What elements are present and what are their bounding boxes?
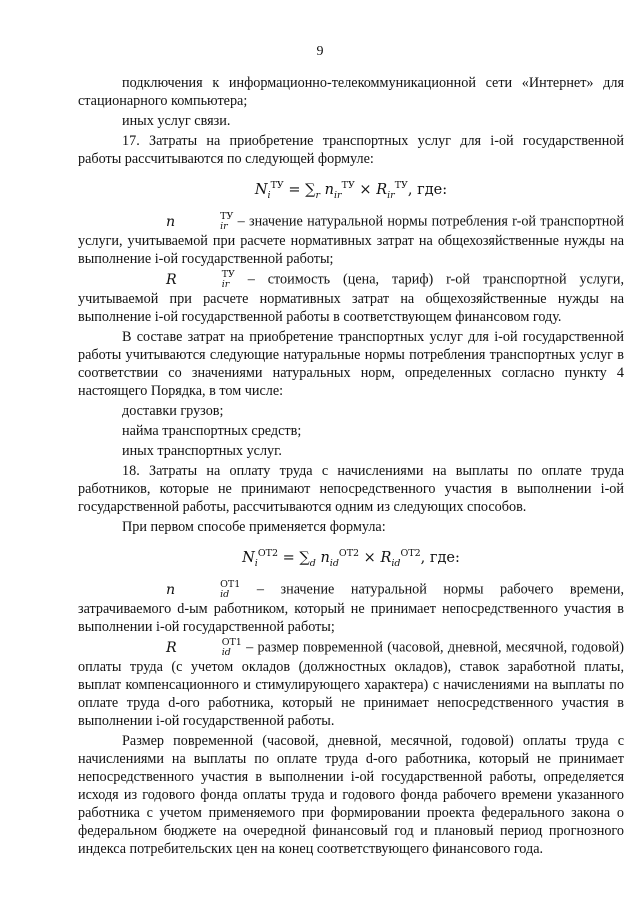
formula-symbol: n bbox=[320, 550, 330, 566]
symbol-base: n bbox=[166, 214, 176, 230]
definition-text: – размер повременной (часовой, дневной, месячной, годовой) оплаты труда (с учетом окладов (должностных окладов), ставок заработной платы, выплат компенсационного и стимулирующего характера) с начислениями на выплаты по оплате труда d-ого работника, который не принимает непосредственного участия в выполнении i-ой государственной работы. bbox=[78, 639, 624, 729]
formula-superscript: ТУ bbox=[341, 180, 355, 192]
symbol-superscript: ОТ1 bbox=[220, 579, 241, 590]
symbol-subscript: ir bbox=[220, 221, 228, 232]
symbol-superscript: ТУ bbox=[220, 211, 234, 222]
formula-symbol: N bbox=[242, 550, 255, 566]
formula-superscript: ОТ2 bbox=[257, 548, 279, 560]
formula-superscript: ТУ bbox=[394, 180, 408, 192]
definition-n-transport bbox=[78, 212, 624, 268]
definition-symbol bbox=[122, 580, 240, 600]
formula-operator: = ∑ bbox=[283, 182, 316, 198]
formula-operator: × bbox=[354, 182, 377, 198]
formula-subscript: ir bbox=[387, 189, 395, 201]
document-body bbox=[78, 74, 624, 860]
list-item-cargo: доставки грузов; bbox=[122, 403, 224, 419]
page-number: 9 bbox=[316, 44, 324, 59]
paragraph-internet: подключения к информационно-телекоммуникационной сети «Интернет» для стационарного компьютера; bbox=[78, 75, 624, 109]
definition-text: – стоимость (цена, тариф) r-ой транспортной услуги, учитываемой при расчете нормативных затрат на общехозяйственные нужды на выполнение i-ой государственной работы в соответствующем финансовом году. bbox=[78, 271, 624, 325]
formula-subscript: r bbox=[315, 189, 321, 201]
formula-symbol: R bbox=[376, 182, 388, 198]
definition-r-transport bbox=[78, 270, 624, 326]
formula-subscript: id bbox=[329, 557, 339, 569]
symbol-base: R bbox=[166, 640, 177, 656]
formula-symbol: N bbox=[254, 182, 268, 198]
paragraph-transport-norms: В составе затрат на приобретение транспортных услуг для i-ой государственной работы учитываются следующие натуральные нормы потребления транспортных услуг в соответствии со значениями натуральных норм, определенных согласно пункту 4 настоящего Порядка, в том числе: bbox=[78, 329, 624, 399]
paragraph-17: 17. Затраты на приобретение транспортных услуг для i-ой государственной работы рассчитываются по следующей формуле: bbox=[78, 133, 624, 167]
formula-superscript: ТУ bbox=[270, 180, 284, 192]
formula-labor bbox=[78, 549, 624, 567]
paragraph-18: 18. Затраты на оплату труда с начислениями на выплаты по оплате труда работников, которые не принимают непосредственного участия в выполнении i-ой государственной работы, рассчитываются одним из следующих способов. bbox=[78, 463, 624, 515]
definition-symbol bbox=[122, 212, 233, 232]
symbol-base: n bbox=[166, 582, 176, 598]
symbol-base: R bbox=[166, 272, 177, 288]
formula-subscript: id bbox=[391, 557, 401, 569]
list-item-vehicle-hire: найма транспортных средств; bbox=[122, 423, 302, 439]
formula-symbol: R bbox=[380, 550, 392, 566]
formula-operator: = ∑ bbox=[278, 550, 310, 566]
formula-symbol: n bbox=[324, 182, 335, 198]
definition-text: – значение натуральной нормы потребления r-ой транспортной услуги, учитываемой при расчете нормативных затрат на общехозяйственные нужды на выполнение i-ой государственной работы; bbox=[78, 213, 624, 267]
formula-transport bbox=[78, 181, 624, 199]
formula-superscript: ОТ2 bbox=[338, 548, 360, 560]
symbol-superscript: ОТ1 bbox=[221, 637, 242, 648]
paragraph-first-method: При первом способе применяется формула: bbox=[122, 519, 386, 535]
formula-subscript: ir bbox=[334, 189, 342, 201]
definition-n-labor bbox=[78, 580, 624, 636]
symbol-subscript: id bbox=[221, 647, 231, 658]
formula-operator: × bbox=[359, 550, 381, 566]
formula-subscript: i bbox=[267, 189, 271, 201]
formula-superscript: ОТ2 bbox=[400, 548, 421, 560]
formula-subscript: d bbox=[309, 557, 316, 569]
symbol-subscript: ir bbox=[221, 279, 230, 290]
definition-symbol bbox=[122, 638, 242, 658]
formula-subscript: i bbox=[254, 557, 258, 569]
paragraph-time-based-pay: Размер повременной (часовой, дневной, месячной, годовой) оплаты труда с начислениями на выплаты по оплате труда d-ого работника, который не принимает непосредственного участия в выполнении i-ой государственной работы, определяется исходя из годового фонда оплаты труда и годового фонда рабочего времени указанного работника с учетом применяемого при формировании проекта федерального закона о федеральном бюджете на очередной финансовый год и плановый период прогнозного индекса потребительских цен на конец соответствующего финансового года. bbox=[78, 733, 624, 857]
symbol-subscript: id bbox=[220, 589, 230, 600]
definition-symbol bbox=[122, 270, 235, 290]
definition-text: – значение натуральной нормы рабочего времени, затрачиваемого d-ым работником, который не принимает непосредственного участия в выполнении i-ой государственной работы; bbox=[78, 581, 624, 635]
symbol-superscript: ТУ bbox=[221, 269, 235, 280]
paragraph-other-communication: иных услуг связи. bbox=[122, 113, 231, 129]
formula-tail: , где: bbox=[407, 182, 448, 198]
list-item-other-transport: иных транспортных услуг. bbox=[122, 443, 282, 459]
formula-tail: , где: bbox=[420, 550, 460, 566]
definition-r-labor bbox=[78, 638, 624, 730]
